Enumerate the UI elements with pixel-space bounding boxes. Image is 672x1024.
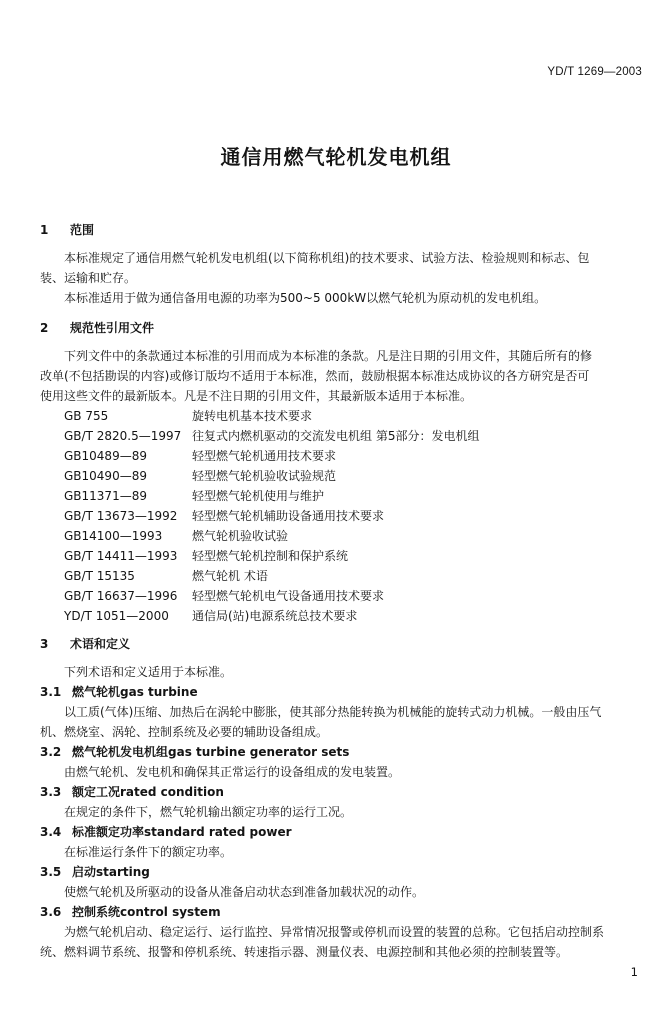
reference-code: GB/T 15135 xyxy=(64,569,135,583)
paragraph-line: 在标准运行条件下的额定功率。 xyxy=(64,845,233,859)
reference-item xyxy=(64,568,268,584)
reference-title: 轻型燃气轮机验收试验规范 xyxy=(192,469,337,483)
reference-item xyxy=(64,588,384,604)
section-title: 规范性引用文件 xyxy=(70,321,155,335)
reference-code: GB14100—1993 xyxy=(64,529,163,543)
reference-code: GB10489—89 xyxy=(64,449,147,463)
reference-code: GB/T 13673—1992 xyxy=(64,509,178,523)
paragraph-line: 机、燃烧室、涡轮、控制系统及必要的辅助设备组成。 xyxy=(40,725,329,739)
paragraph-line: 本标准适用于做为通信备用电源的功率为500~5 000kW以燃气轮机为原动机的发电机组。 xyxy=(64,291,547,305)
reference-item xyxy=(64,528,288,544)
paragraph-line: 改单(不包括勘误的内容)或修订版均不适用于本标准，然而，鼓励根据本标准达成协议的各方研究是否可 xyxy=(40,369,590,383)
reference-title: 轻型燃气轮机通用技术要求 xyxy=(192,449,337,463)
paragraph-line: 本标准规定了通信用燃气轮机发电机组(以下简称机组)的技术要求、试验方法、检验规则和标志、包 xyxy=(64,251,590,265)
term-number: 3.2 xyxy=(40,745,62,759)
section-title: 术语和定义 xyxy=(70,637,131,651)
section-number: 1 xyxy=(40,223,49,237)
paragraph-line: 统、燃料调节系统、报警和停机系统、转速指示器、测量仪表、电源控制和其他必须的控制装置等。 xyxy=(40,945,569,959)
reference-title: 轻型燃气轮机辅助设备通用技术要求 xyxy=(192,509,385,523)
reference-title: 燃气轮机 术语 xyxy=(192,569,268,583)
reference-item xyxy=(64,488,324,504)
term-name: 燃气轮机gas turbine xyxy=(72,685,198,699)
paragraph-line: 装、运输和贮存。 xyxy=(40,271,137,285)
paragraph-line: 使用这些文件的最新版本。凡是不注日期的引用文件，其最新版本适用于本标准。 xyxy=(40,389,473,403)
reference-item xyxy=(64,608,357,624)
term-number: 3.3 xyxy=(40,785,62,799)
section-heading-1 xyxy=(40,222,94,238)
paragraph-line: 下列术语和定义适用于本标准。 xyxy=(64,665,233,679)
reference-title: 旋转电机基本技术要求 xyxy=(192,409,313,423)
term-name: 控制系统control system xyxy=(72,905,221,919)
term-number: 3.6 xyxy=(40,905,62,919)
reference-item xyxy=(64,408,312,424)
paragraph-line: 在规定的条件下，燃气轮机输出额定功率的运行工况。 xyxy=(64,805,353,819)
section-number: 3 xyxy=(40,637,49,651)
standard-code: YD/T 1269—2003 xyxy=(547,66,642,78)
reference-title: 轻型燃气轮机使用与维护 xyxy=(192,489,325,503)
reference-code: GB11371—89 xyxy=(64,489,147,503)
section-title: 范围 xyxy=(70,223,95,237)
paragraph-line: 由燃气轮机、发电机和确保其正常运行的设备组成的发电装置。 xyxy=(64,765,401,779)
reference-item xyxy=(64,428,479,444)
reference-title: 燃气轮机验收试验 xyxy=(192,529,289,543)
term-name: 额定工况rated condition xyxy=(72,785,224,799)
section-heading-2 xyxy=(40,320,154,336)
reference-code: GB/T 16637—1996 xyxy=(64,589,178,603)
term-number: 3.1 xyxy=(40,685,62,699)
term-number: 3.4 xyxy=(40,825,62,839)
paragraph-line: 为燃气轮机启动、稳定运行、运行监控、异常情况报警或停机而设置的装置的总称。它包括启动控制系 xyxy=(64,925,605,939)
term-heading-3-2 xyxy=(40,744,349,760)
reference-title: 轻型燃气轮机控制和保护系统 xyxy=(192,549,349,563)
reference-title: 往复式内燃机驱动的交流发电机组 第5部分：发电机组 xyxy=(192,429,480,443)
page-number: 1 xyxy=(630,965,638,979)
term-heading-3-1 xyxy=(40,684,198,700)
term-number: 3.5 xyxy=(40,865,62,879)
paragraph-line: 使燃气轮机及所驱动的设备从准备启动状态到准备加载状况的动作。 xyxy=(64,885,425,899)
term-name: 标准额定功率standard rated power xyxy=(72,825,292,839)
reference-item xyxy=(64,468,336,484)
reference-title: 通信局(站)电源系统总技术要求 xyxy=(192,609,358,623)
reference-code: GB/T 2820.5—1997 xyxy=(64,429,182,443)
reference-item xyxy=(64,548,348,564)
reference-code: GB/T 14411—1993 xyxy=(64,549,178,563)
term-name: 启动starting xyxy=(72,865,150,879)
section-heading-3 xyxy=(40,636,130,652)
term-heading-3-3 xyxy=(40,784,224,800)
term-heading-3-6 xyxy=(40,904,221,920)
reference-title: 轻型燃气轮机电气设备通用技术要求 xyxy=(192,589,385,603)
reference-code: YD/T 1051—2000 xyxy=(64,609,169,623)
paragraph-line: 以工质(气体)压缩、加热后在涡轮中膨胀，使其部分热能转换为机械能的旋转式动力机械。一般由压气 xyxy=(64,705,602,719)
term-heading-3-5 xyxy=(40,864,150,880)
reference-code: GB10490—89 xyxy=(64,469,147,483)
document-title: 通信用燃气轮机发电机组 xyxy=(220,145,452,169)
term-name: 燃气轮机发电机组gas turbine generator sets xyxy=(72,745,350,759)
reference-item xyxy=(64,448,336,464)
section-number: 2 xyxy=(40,321,49,335)
reference-code: GB 755 xyxy=(64,409,109,423)
paragraph-line: 下列文件中的条款通过本标准的引用而成为本标准的条款。凡是注日期的引用文件，其随后所有的修 xyxy=(64,349,593,363)
reference-item xyxy=(64,508,384,524)
term-heading-3-4 xyxy=(40,824,292,840)
